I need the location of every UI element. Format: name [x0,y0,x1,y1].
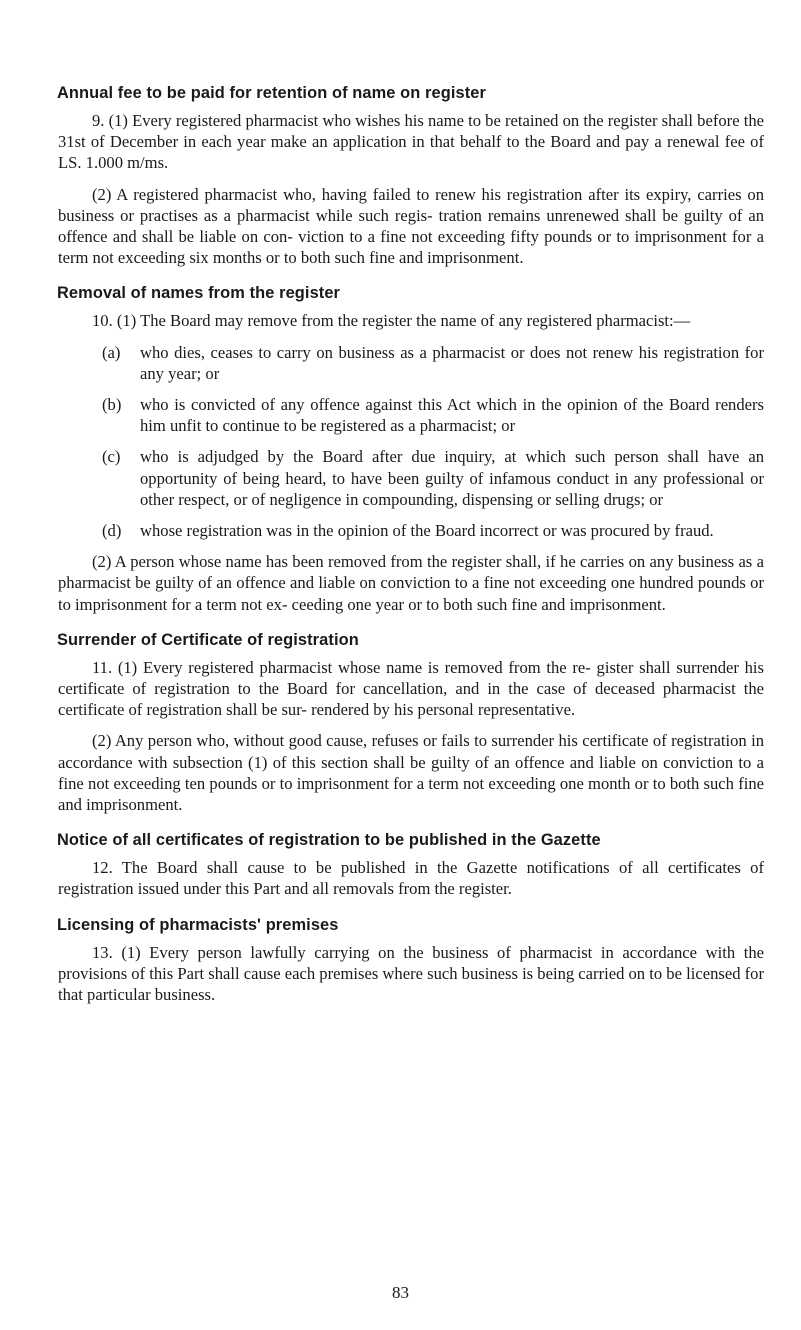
paragraph-9-2: (2) A registered pharmacist who, having failed to renew his registration after its expiry, carries on business or practises as a pharmacist while such regis- tration remains unrenewed shall be guilty of an offence and shall be liable on con- viction to a fine not exceeding fifty pounds or to imprisonment for a term not exceeding six months or to both such fine and imprisonment. [58,184,764,268]
paragraph-10-2: (2) A person whose name has been removed from the register shall, if he carries on any business as a pharmacist be guilty of an offence and liable on conviction to a fine not exceeding one hundred pounds or to imprisonment for a term not ex- ceeding one year or to both such fine and imprisonment. [58,552,764,614]
list-item-text: who dies, ceases to carry on business as a pharmacist or does not renew his registration for any year; or [140,342,764,383]
section-heading-licensing: Licensing of pharmacists' premises [57,915,339,934]
list-item-label: (d) [102,521,122,541]
list-item-label: (c) [102,447,121,467]
section-heading-annual-fee: Annual fee to be paid for retention of name on register [57,84,486,102]
paragraph-12: 12. The Board shall cause to be published in the Gazette notifications of all certificates of registration issued under this Part and all removals from the register. [58,858,764,899]
document-page [58,82,764,1015]
page-number: 83 [392,1283,409,1302]
paragraph-13-1: 13. (1) Every person lawfully carrying on the business of pharmacist in accordance with the provisions of this Part shall cause each premises where such business is being carried on to be licensed for that particular business. [58,942,764,1005]
list-item-10-a [102,342,764,384]
list-item-label: (a) [102,342,121,362]
paragraph-10-1-intro: 10. (1) The Board may remove from the register the name of any registered pharmacist:— [92,311,691,331]
list-item-text: who is convicted of any offence against this Act which in the opinion of the Board renders him unfit to continue to be registered as a pharmacist; or [140,395,764,436]
list-item-label: (b) [102,395,122,415]
paragraph-9-1: 9. (1) Every registered pharmacist who wishes his name to be retained on the register shall before the 31st of December in each year make an application in that behalf to the Board and pay a renewal fee of LS. 1.000 m/ms. [58,111,764,173]
section-heading-removal: Removal of names from the register [57,284,341,303]
list-item-text: who is adjudged by the Board after due inquiry, at which such person shall have an opportunity of being heard, to have been guilty of infamous conduct in any professional or other respect, or of negligence in compounding, dispensing or selling drugs; or [140,447,764,509]
list-item-text: whose registration was in the opinion of the Board incorrect or was procured by fraud. [140,521,714,541]
list-item-10-c [102,446,764,510]
list-item-10-d [102,520,764,541]
list-item-10-b [102,394,764,436]
section-heading-surrender: Surrender of Certificate of registration [57,630,359,649]
paragraph-11-2: (2) Any person who, without good cause, refuses or fails to surrender his certificate of registration in accordance with subsection (1) of this section shall be guilty of an offence and liable on conviction to a fine not exceeding ten pounds or to imprisonment for a term not exceeding one month or to both such fine and imprisonment. [58,731,764,815]
paragraph-11-1: 11. (1) Every registered pharmacist whose name is removed from the re- gister shall surrender his certificate of registration to the Board for cancellation, and in the case of deceased pharmacist the certificate of registration shall be sur- rendered by his personal representative. [58,657,764,720]
section-heading-gazette: Notice of all certificates of registration to be published in the Gazette [57,831,601,850]
